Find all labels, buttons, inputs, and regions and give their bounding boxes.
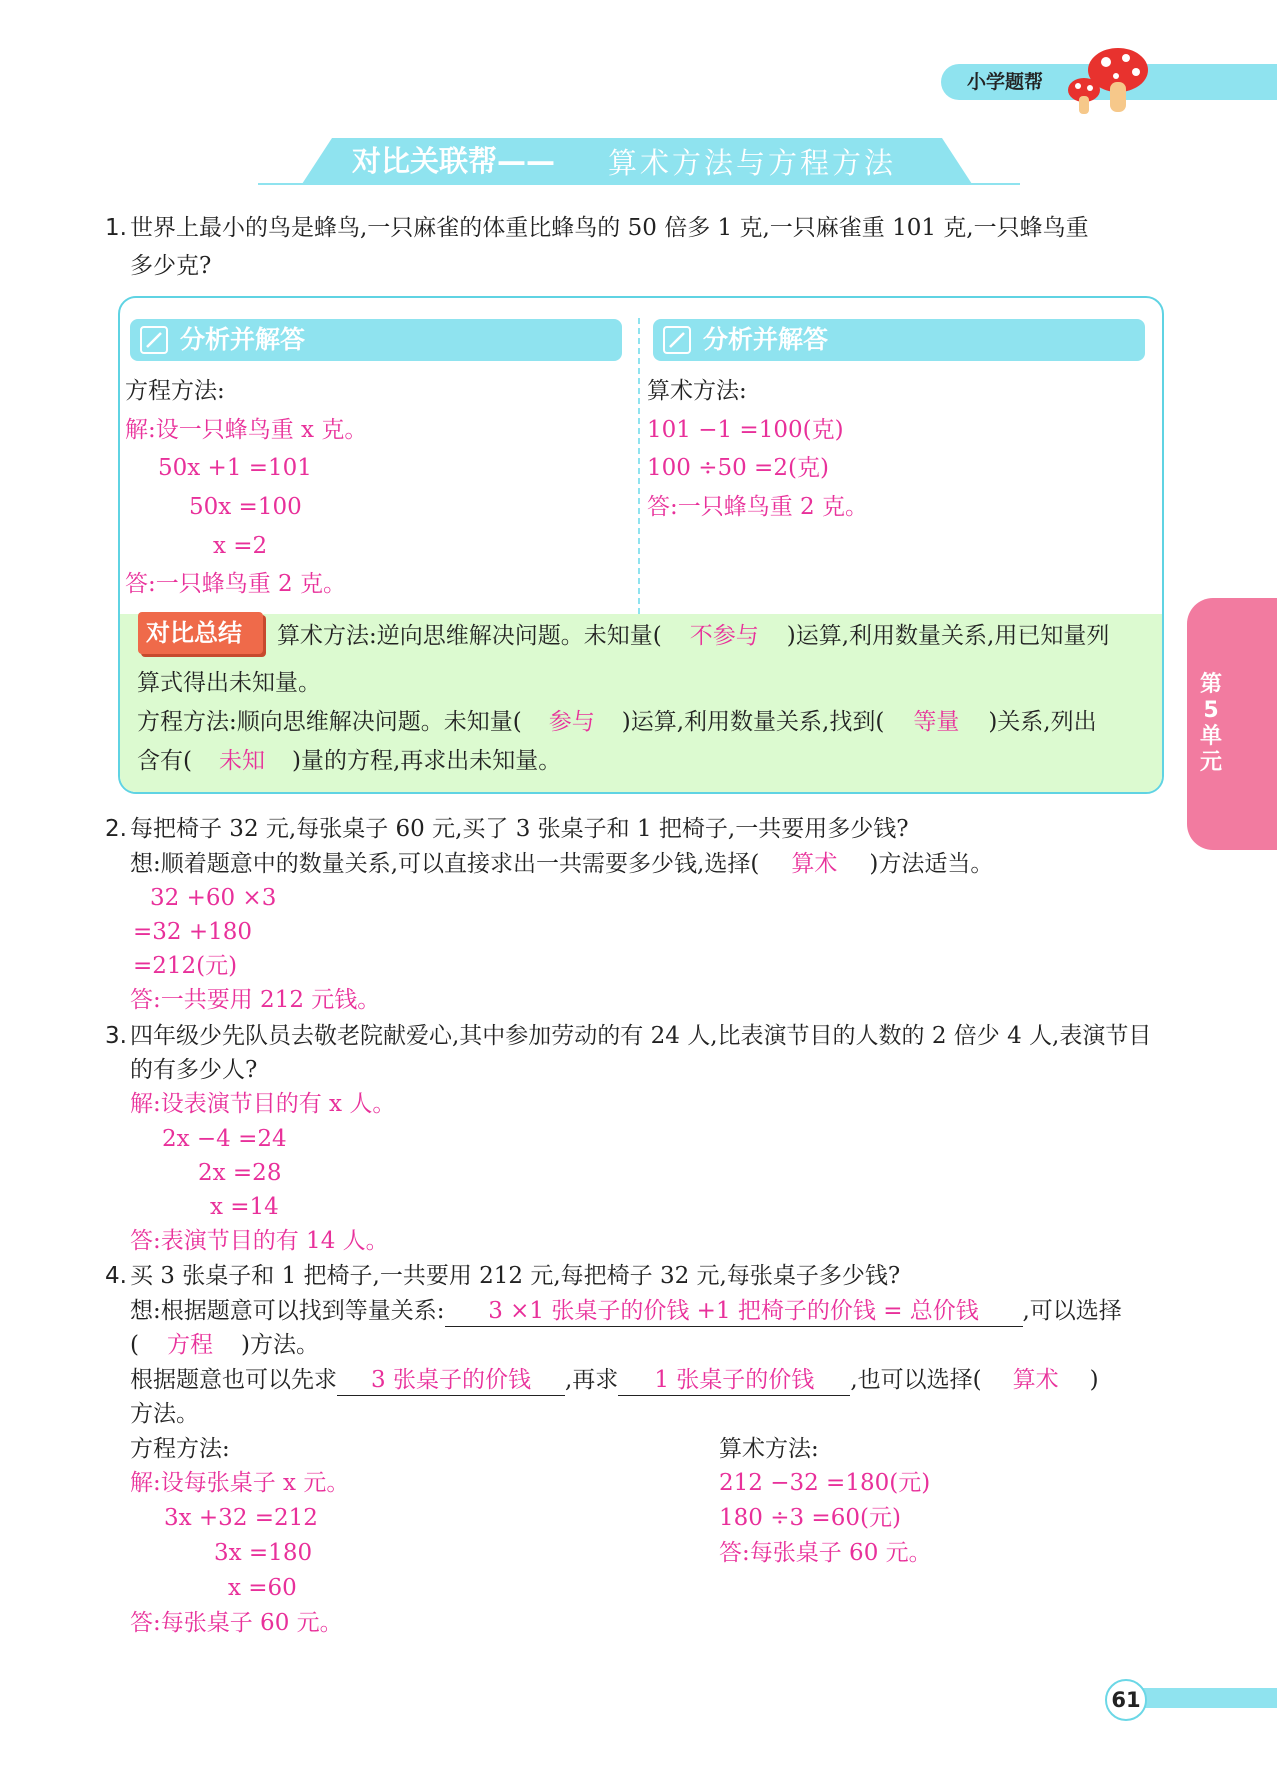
q4-right-label: 算术方法:	[719, 1436, 819, 1462]
q4-think-line2: ( 方程 )方法。	[130, 1332, 319, 1358]
analysis-header-right-label: 分析并解答	[703, 325, 829, 354]
q4-left-step: x =60	[228, 1575, 297, 1601]
q1-left-step: 50x +1 =101	[158, 455, 312, 481]
q4-left-step: 答:每张桌子 60 元。	[130, 1610, 343, 1636]
q2-step: 答:一共要用 212 元钱。	[130, 987, 381, 1013]
q4-left-step: 3x =180	[214, 1540, 313, 1566]
unit-side-tab-label: 第5单元	[1199, 672, 1222, 775]
q2-number: 2.	[105, 816, 127, 842]
q1-right-step: 101 −1 =100(克)	[647, 417, 844, 443]
q4-right-step: 212 −32 =180(元)	[719, 1470, 931, 1496]
mushroom-icon	[1060, 44, 1150, 116]
q4-left-step: 解:设每张桌子 x 元。	[130, 1470, 350, 1496]
summary-tag-label: 对比总结	[146, 619, 242, 647]
q1-number: 1.	[105, 215, 127, 241]
q4-think-line1: 想:根据题意可以找到等量关系: 3 ×1 张桌子的价钱 +1 把椅子的价钱 = 总价钱 ,可以选择	[130, 1294, 1122, 1328]
q1-text-line1: 世界上最小的鸟是蜂鸟,一只麻雀的体重比蜂鸟的 50 倍多 1 克,一只麻雀重 101 克,一只蜂鸟重	[130, 215, 1089, 241]
q3-text-line1: 四年级少先队员去敬老院献爱心,其中参加劳动的有 24 人,比表演节目的人数的 2 倍少 4 人,表演节目	[130, 1023, 1152, 1049]
q4-left-label: 方程方法:	[130, 1436, 230, 1462]
q3-number: 3.	[105, 1023, 127, 1049]
q4-number: 4.	[105, 1263, 127, 1289]
summary-line3: 方程方法:顺向思维解决问题。未知量( 参与 )运算,利用数量关系,找到( 等量 )关系,列出	[137, 709, 1097, 735]
q4-left-step: 3x +32 =212	[164, 1505, 318, 1531]
q1-left-step: 50x =100	[189, 494, 302, 520]
q4-think-line4: 方法。	[130, 1401, 199, 1427]
q3-step: x =14	[210, 1194, 279, 1220]
q1-left-step: 答:一只蜂鸟重 2 克。	[125, 571, 347, 597]
page-number: 61	[1111, 1688, 1141, 1712]
analysis-header-left	[130, 319, 622, 361]
q4-think-line3: 根据题意也可以先求 3 张桌子的价钱 ,再求 1 张桌子的价钱 ,也可以选择( 算术 )	[130, 1363, 1099, 1397]
q4-text: 买 3 张桌子和 1 把椅子,一共要用 212 元,每把椅子 32 元,每张桌子多少钱?	[130, 1263, 901, 1289]
q1-right-step: 答:一只蜂鸟重 2 克。	[647, 494, 869, 520]
q1-left-step: x =2	[213, 533, 268, 559]
q1-right-label: 算术方法:	[647, 378, 747, 404]
q2-think: 想:顺着题意中的数量关系,可以直接求出一共需要多少钱,选择( 算术 )方法适当。	[130, 851, 994, 877]
q3-text-line2: 的有多少人?	[130, 1057, 258, 1083]
analysis-divider	[638, 318, 640, 614]
pencil-icon	[663, 326, 691, 354]
q3-step: 2x −4 =24	[162, 1126, 287, 1152]
header-label: 小学题帮	[967, 71, 1044, 93]
q4-right-step: 180 ÷3 =60(元)	[719, 1505, 901, 1531]
q4-right-step: 答:每张桌子 60 元。	[719, 1540, 932, 1566]
q1-left-label: 方程方法:	[125, 378, 225, 404]
q1-text-line2: 多少克?	[130, 253, 212, 279]
summary-line2: 算式得出未知量。	[137, 670, 321, 696]
pencil-icon	[140, 326, 168, 354]
q1-left-step: 解:设一只蜂鸟重 x 克。	[125, 417, 368, 443]
analysis-header-left-label: 分析并解答	[180, 325, 306, 354]
summary-line1: 算术方法:逆向思维解决问题。未知量( 不参与 )运算,利用数量关系,用已知量列	[277, 623, 1110, 649]
title-sub: 算术方法与方程方法	[608, 146, 897, 180]
q2-step: 32 +60 ×3	[150, 885, 277, 911]
q1-right-step: 100 ÷50 =2(克)	[647, 455, 829, 481]
title-main: 对比关联帮——	[352, 144, 556, 178]
q2-step: =212(元)	[133, 953, 238, 979]
q2-text: 每把椅子 32 元,每张桌子 60 元,买了 3 张桌子和 1 把椅子,一共要用多少钱?	[130, 816, 909, 842]
q3-step: 答:表演节目的有 14 人。	[130, 1228, 389, 1254]
q3-step: 解:设表演节目的有 x 人。	[130, 1091, 396, 1117]
q3-step: 2x =28	[198, 1160, 282, 1186]
analysis-header-right	[653, 319, 1145, 361]
q2-step: =32 +180	[133, 919, 253, 945]
summary-line4: 含有( 未知 )量的方程,再求出未知量。	[137, 748, 562, 774]
page-number-bar	[1126, 1688, 1277, 1708]
